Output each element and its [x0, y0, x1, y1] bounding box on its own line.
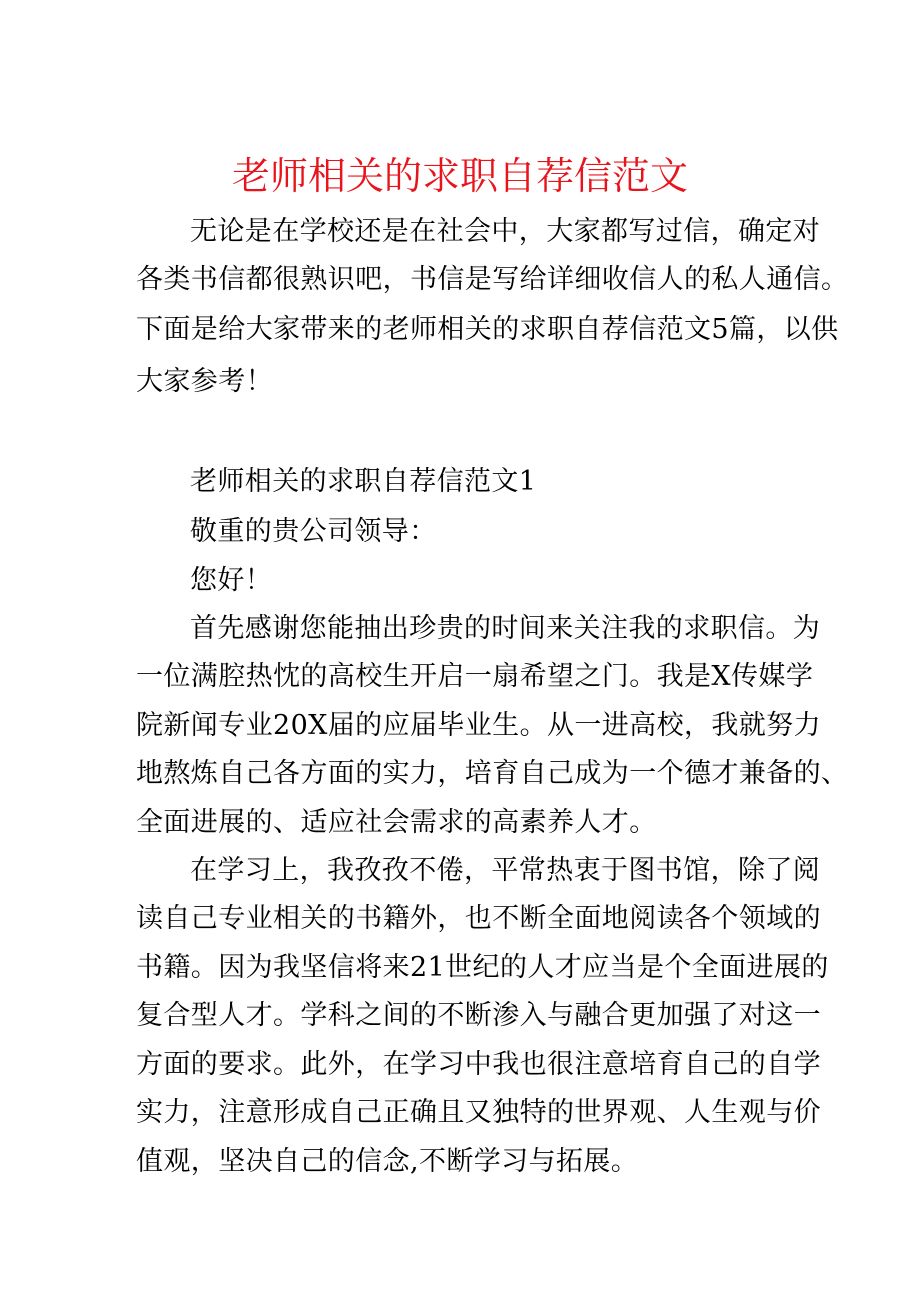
intro-line: 无论是在学校还是在社会中，大家都写过信，确定对: [190, 216, 821, 247]
salutation: 敬重的贵公司领导：: [190, 516, 437, 547]
intro-line: 大家参考！: [136, 366, 273, 397]
document-title: 老师相关的求职自荐信范文: [231, 154, 688, 198]
paragraph2-line: 实力，注意形成自己正确且又独特的世界观、人生观与价: [136, 1097, 821, 1128]
paragraph1-line: 地熬炼自己各方面的实力，培育自己成为一个德才兼备的、: [136, 758, 849, 789]
paragraph1-line: 全面进展的、适应社会需求的高素养人才。: [136, 807, 657, 838]
paragraph2-line: 读自己专业相关的书籍外，也不断全面地阅读各个领域的: [136, 903, 821, 934]
paragraph2-line: 书籍。因为我坚信将来21世纪的人才应当是个全面进展的: [136, 952, 829, 983]
paragraph2-line: 值观，坚决自己的信念,不断学习与拓展。: [136, 1146, 639, 1177]
greeting: 您好！: [190, 565, 273, 596]
paragraph1-line: 首先感谢您能抽出珍贵的时间来关注我的求职信。为: [190, 613, 821, 644]
paragraph1-line: 院新闻专业20X届的应届毕业生。从一进高校，我就努力: [136, 710, 821, 741]
intro-line: 各类书信都很熟识吧，书信是写给详细收信人的私人通信。: [136, 264, 849, 295]
intro-line: 下面是给大家带来的老师相关的求职自荐信范文5篇，以供: [136, 314, 839, 345]
paragraph2-line: 复合型人才。学科之间的不断渗入与融合更加强了对这一: [136, 1000, 821, 1031]
section-heading: 老师相关的求职自荐信范文1: [190, 466, 537, 497]
paragraph2-line: 方面的要求。此外，在学习中我也很注意培育自己的自学: [136, 1049, 821, 1080]
paragraph1-line: 一位满腔热忱的高校生开启一扇希望之门。我是X传媒学: [136, 661, 814, 692]
paragraph2-line: 在学习上，我孜孜不倦，平常热衷于图书馆，除了阅: [190, 855, 821, 886]
